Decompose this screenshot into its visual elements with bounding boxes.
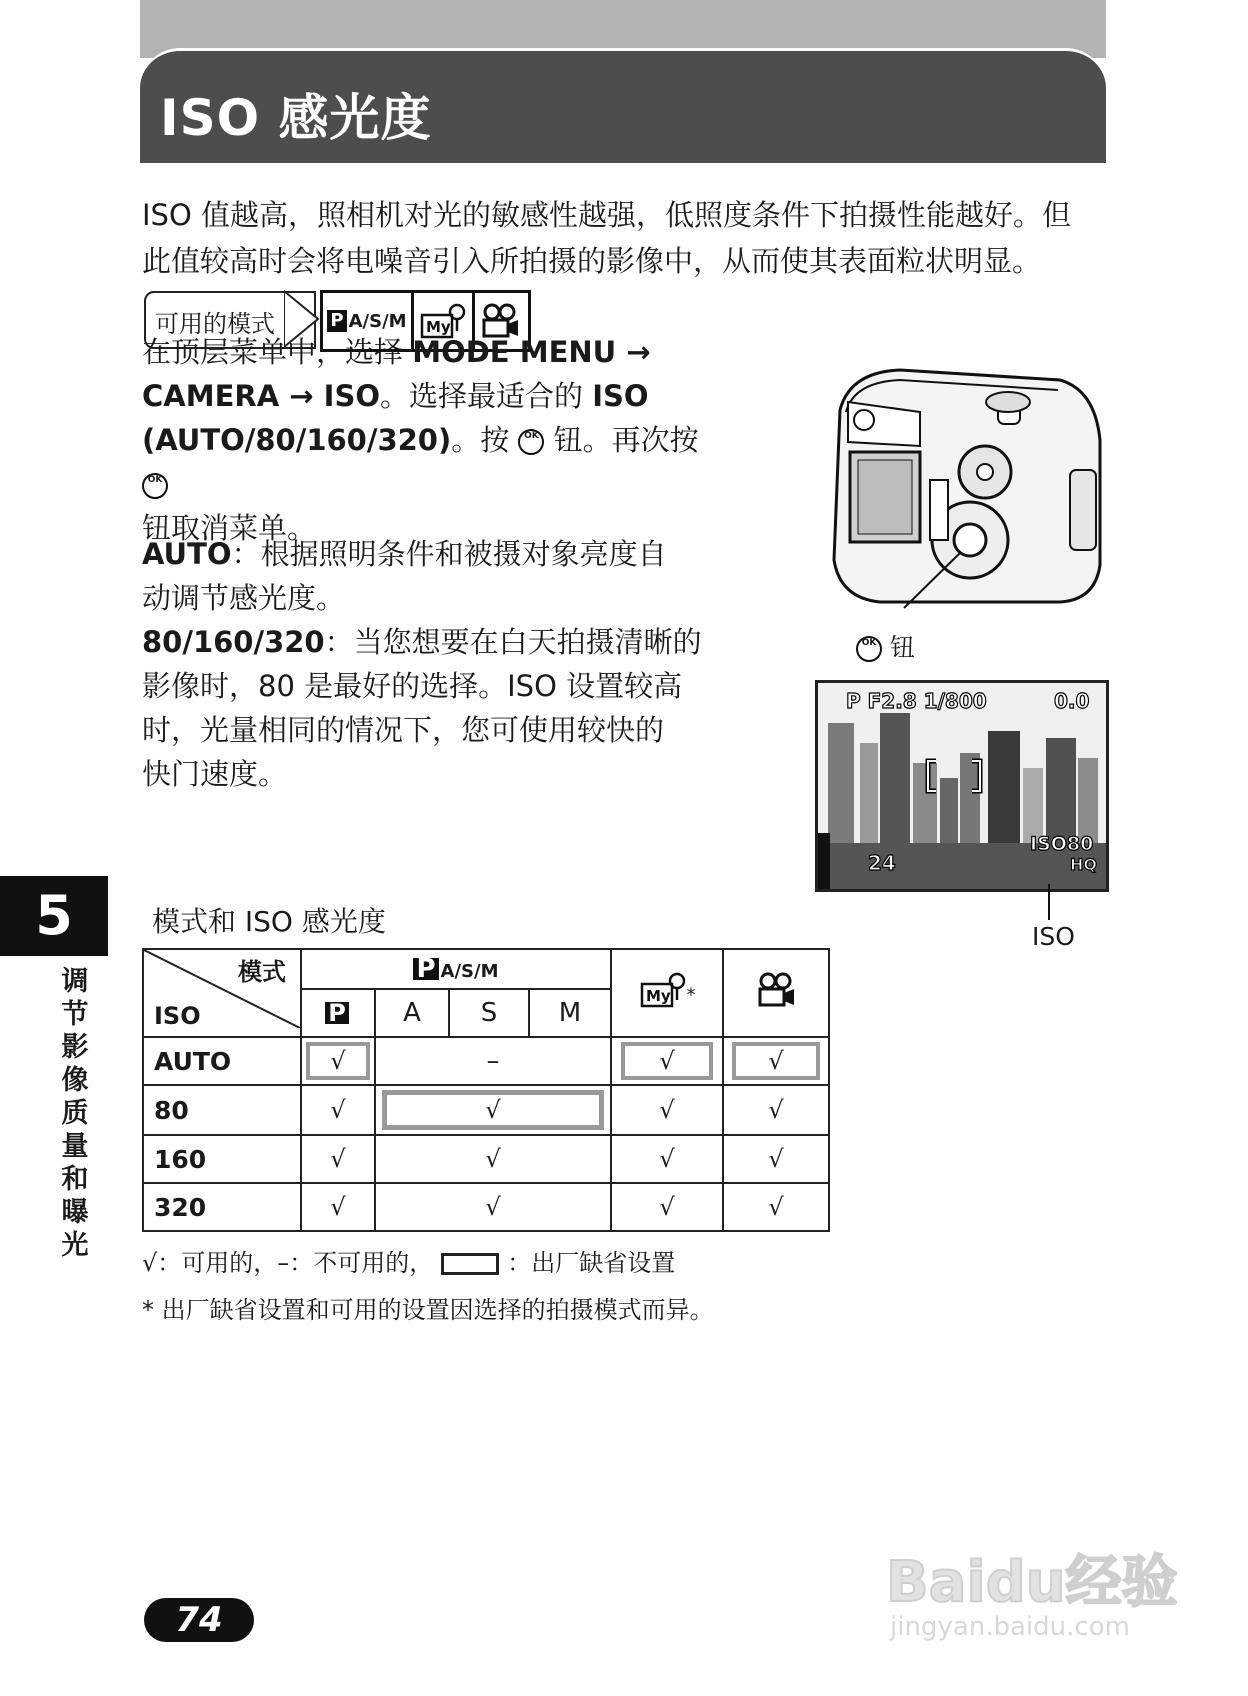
table-row [143,1183,829,1231]
pasm-text: A/S/M [348,310,407,332]
chapter-char: 光 [61,1230,89,1261]
default-cell: √ [306,1042,369,1080]
lcd-frame-count: 24 [868,851,896,875]
row-iso-label: 160 [143,1135,301,1183]
table-row [143,1135,829,1183]
ok-button-icon: OK [142,473,168,499]
sub-header-m: M [529,989,611,1037]
p-letter: P [327,310,346,332]
values-desc-2: 影像时，80 是最好的选择。ISO 设置较高 [142,669,683,703]
table-row [143,1037,829,1085]
instr-text-2: 。选择最适合的 [380,379,593,413]
corner-iso-label: ISO [154,1002,201,1030]
page-number: 74 [144,1598,254,1642]
chapter-number: 5 [0,876,108,956]
instr-text: 在顶层菜单中，选择 [142,335,413,369]
cell-movie: √ [723,1085,829,1135]
lcd-screen-preview [815,680,1109,892]
instruction-paragraph [142,330,702,550]
ok-caption-text: 钮 [889,633,915,662]
cell-p: √ [301,1135,375,1183]
iso-caption: ISO [1032,922,1075,951]
cell-p: √ [301,1183,375,1231]
sub-header-s: S [449,989,529,1037]
legend-unavailable: ：不可用的， [289,1249,434,1277]
cell-my: √ [611,1135,723,1183]
cell-asm: – [375,1037,611,1085]
cell-movie: √ [723,1135,829,1183]
sub-header-p-text: P [325,1002,349,1024]
chapter-char: 曝 [61,1197,89,1228]
legend-check: √ [142,1249,158,1277]
cell-p: √ [301,1085,375,1135]
ok-button [954,524,986,556]
iso-mode-table [142,948,830,1232]
cell-movie: √ [723,1183,829,1231]
table-row [143,1085,829,1135]
row-iso-label: 320 [143,1183,301,1231]
cell-asm: √ [375,1183,611,1231]
lcd-exposure-info: P F2.8 1/800 [846,689,987,713]
p-letter: P [413,958,438,980]
row-iso-label: 80 [143,1085,301,1135]
instr-menu-path-2: CAMERA → ISO [142,379,380,413]
cell-asm: √ [375,1135,611,1183]
legend-available: ：可用的， [157,1249,278,1277]
iso-leader-line [1048,884,1050,920]
cell-my: √ [611,1183,723,1231]
watermark-url: jingyan.baidu.com [890,1612,1130,1642]
cell-my: √ [611,1085,723,1135]
lcd-ev-value: 0.0 [1054,689,1090,713]
legend-default: ：出厂缺省设置 [507,1249,676,1277]
chapter-char: 量 [61,1131,89,1162]
table-legend [142,1243,675,1278]
ok-button-icon: OK [856,636,882,662]
instr-text-4: 钮。再次按 [544,423,699,457]
watermark-brand: Baidu经验 [886,1550,1178,1615]
sub-header-p [301,989,375,1037]
ok-button-icon: OK [518,429,544,455]
chapter-title [58,965,92,1262]
auto-label: AUTO [142,537,232,571]
svg-text:My: My [426,318,451,336]
movie-mode-header [723,949,829,1037]
chapter-char: 节 [61,999,89,1030]
footnote: * 出厂缺省设置和可用的设置因选择的拍摄模式而异。 [142,1296,714,1324]
sub-header-a: A [375,989,449,1037]
instr-iso: ISO [592,379,649,413]
ok-button-caption [856,628,915,664]
chapter-char: 像 [61,1065,89,1096]
default-cell: √ [382,1090,604,1130]
values-description [142,620,702,796]
instr-values: (AUTO/80/160/320) [142,423,452,457]
page-title: ISO 感光度 [160,89,432,147]
chapter-char: 质 [61,1098,89,1129]
intro-line-2: 此值较高时会将电噪音引入所拍摄的影像中，从而使其表面粒状明显。 [142,244,1042,278]
svg-text:My: My [645,986,671,1005]
table-title: 模式和 ISO 感光度 [152,905,386,938]
instr-text-3: 。按 [451,423,519,457]
lcd-iso-value: ISO80 [1030,833,1094,855]
footnote-star: * [686,983,696,1005]
chapter-char: 影 [61,1032,89,1063]
available-modes-label: 可用的模式 [155,310,275,338]
values-desc-1: 当您想要在白天拍摄清晰的 [353,625,702,659]
auto-desc-2: 动调节感光度。 [142,581,346,615]
pasm-header [301,949,611,989]
values-desc-4: 快门速度。 [142,757,288,791]
instr-menu-path: MODE MENU → [412,335,651,369]
lcd-quality: HQ [1070,855,1097,874]
camera-back-illustration [820,360,1110,610]
default-cell: √ [621,1042,712,1080]
intro-paragraph [142,192,1117,284]
values-label: 80/160/320 [142,625,325,659]
legend-dash: – [277,1249,290,1277]
movie-camera-icon [756,971,796,1009]
chapter-char: 调 [61,966,89,997]
instr-text-5: 钮取消菜单。 [142,511,317,545]
values-sep: ： [324,625,354,659]
legend-default-box [441,1253,499,1275]
table-corner-cell [143,949,301,1037]
values-desc-3: 时，光量相同的情况下，您可使用较快的 [142,713,665,747]
corner-mode-label: 模式 [238,958,286,986]
chapter-char: 和 [61,1164,89,1195]
auto-sep: ： [231,537,261,571]
auto-desc-1: 根据照明条件和被摄对象亮度自 [260,537,667,571]
default-cell: √ [732,1042,819,1080]
city-skyline-image [818,683,1106,889]
row-iso-label: AUTO [143,1037,301,1085]
auto-description [142,532,702,620]
intro-line-1: ISO 值越高，照相机对光的敏感性越强，低照度条件下拍摄性能越好。但 [142,198,1072,232]
my-mode-icon [639,970,687,1010]
pasm-header-text: A/S/M [440,961,499,982]
my-mode-header [611,949,723,1037]
